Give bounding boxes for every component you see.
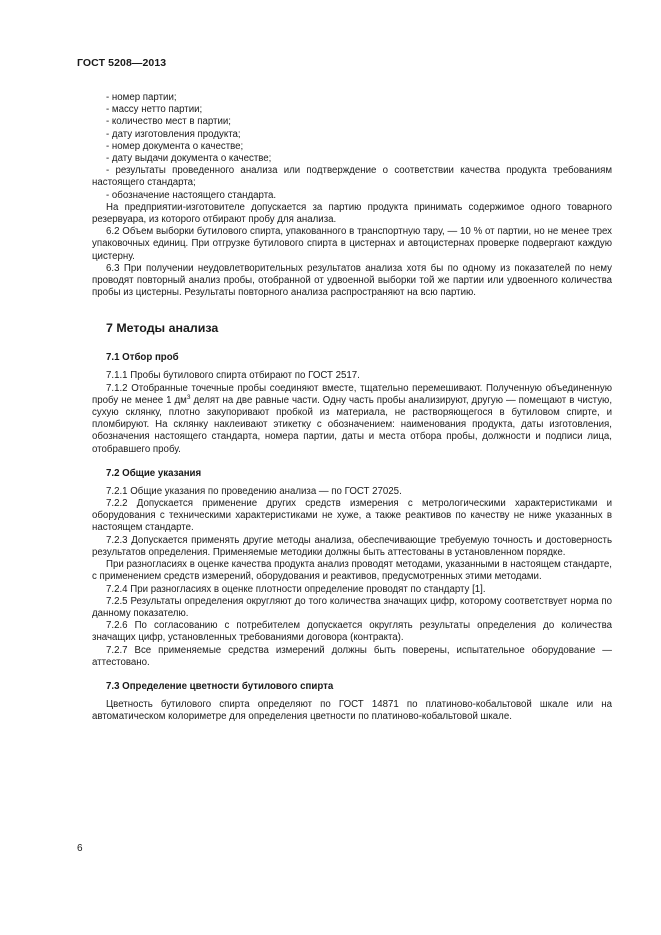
page-number: 6 (77, 843, 83, 854)
list-item: - дату изготовления продукта; (106, 128, 241, 140)
list-item: - номер партии; (106, 92, 177, 103)
paragraph-7-2-1: 7.2.1 Общие указания по проведению анализа — по ГОСТ 27025. (106, 485, 402, 497)
paragraph-7-1-2 (92, 383, 612, 456)
paragraph-7-1-2-end: делят на две равные части. Одну часть пробы анализируют, другую — помещают в чистую, сухую склянку, плотно закупоривают пробкой из материала, не растворяющегося в бутиловом спирте, и пломбируют. На склянку наклеивают этикетку с обозначением: наименования продукта, даты изготовления, обозначения настоящего стандарта, номера партии, даты и места отбора пробы, должности и подписи лица, отобравшего пробу. (92, 394, 613, 455)
paragraph-6-2: 6.2 Объем выборки бутилового спирта, упакованного в транспортную тару, — 10 % от партии, но не менее трех упаковочных единиц. При отгрузке бутилового спирта в цистернах и автоцистернах проверке подвергают каждую цистерну. (92, 226, 612, 262)
list-item: - дату выдачи документа о качестве; (106, 153, 272, 165)
list-item: - обозначение настоящего стандарта. (106, 189, 277, 201)
list-item: - количество мест в партии; (106, 116, 231, 128)
subsection-7-3-heading: 7.3 Определение цветности бутилового спирта (106, 680, 334, 692)
paragraph-7-1-2-start: 7.1.2 Отобранные точечные пробы соединяют вместе, тщательно перемешивают. Полученную объединенную пробу не менее 1 дм (92, 382, 612, 406)
paragraph-7-2-3-disputes: При разногласиях в оценке качества продукта анализ проводят методами, указанными в настоящем стандарте, с применением средств измерений, оборудования и реактивов, предусмотренных этими методами. (92, 559, 612, 583)
list-item: - номер документа о качестве; (106, 140, 244, 152)
paragraph-7-2-5: 7.2.5 Результаты определения округляют до того количества значащих цифр, которому соответствует норма по данному показателю. (92, 595, 612, 619)
subsection-7-1-heading: 7.1 Отбор проб (106, 352, 179, 364)
superscript-cubic: 3 (186, 393, 191, 401)
paragraph-7-2-4: 7.2.4 При разногласиях в оценке плотности определение проводят по стандарту [1]. (106, 583, 486, 595)
standard-header: ГОСТ 5208—2013 (77, 57, 167, 69)
paragraph-7-2-2: 7.2.2 Допускается применение других средств измерения с метрологическими характеристиками и оборудования с техническими характеристиками не хуже, а также реактивов по качеству не ниже указанных в настоящем стандарте. (92, 498, 612, 534)
section-7-heading: 7 Методы анализа (106, 321, 219, 336)
subsection-7-2-heading: 7.2 Общие указания (106, 467, 202, 479)
list-item: - массу нетто партии; (106, 104, 203, 116)
paragraph-7-2-6: 7.2.6 По согласованию с потребителем допускается округлять результаты определения до количества значащих цифр, установленных требованиями договора (контракта). (92, 620, 612, 644)
paragraph-7-2-3: 7.2.3 Допускается применять другие методы анализа, обеспечивающие требуемую точность и достоверность результатов определения. Применяемые методики должны быть аттестованы в установленном порядке. (92, 534, 612, 558)
paragraph-6-3: 6.3 При получении неудовлетворительных результатов анализа хотя бы по одному из показателей по нему проводят повторный анализ пробы, отобранной от удвоенной выборки той же партии или удвоенного количества пробы из цистерны. Результаты повторного анализа распространяют на всю партию. (92, 262, 612, 299)
paragraph-7-1-1: 7.1.1 Пробы бутилового спирта отбирают по ГОСТ 2517. (106, 370, 360, 382)
list-item: - результаты проведенного анализа или подтверждение о соответствии качества продукта требованиям настоящего стандарта; (92, 165, 612, 189)
paragraph-7-2-7: 7.2.7 Все применяемые средства измерений должны быть поверены, испытательное оборудование — аттестовано. (92, 644, 612, 668)
document-body (92, 92, 612, 723)
paragraph-batch: На предприятии-изготовителе допускается за партию продукта принимать содержимое одного товарного резервуара, из которого отбирают пробу для анализа. (92, 201, 612, 226)
paragraph-7-3: Цветность бутилового спирта определяют по ГОСТ 14871 по платиново-кобальтовой шкале или на автоматическом колориметре для определения цветности по платиново-кобальтовой шкале. (92, 698, 612, 723)
